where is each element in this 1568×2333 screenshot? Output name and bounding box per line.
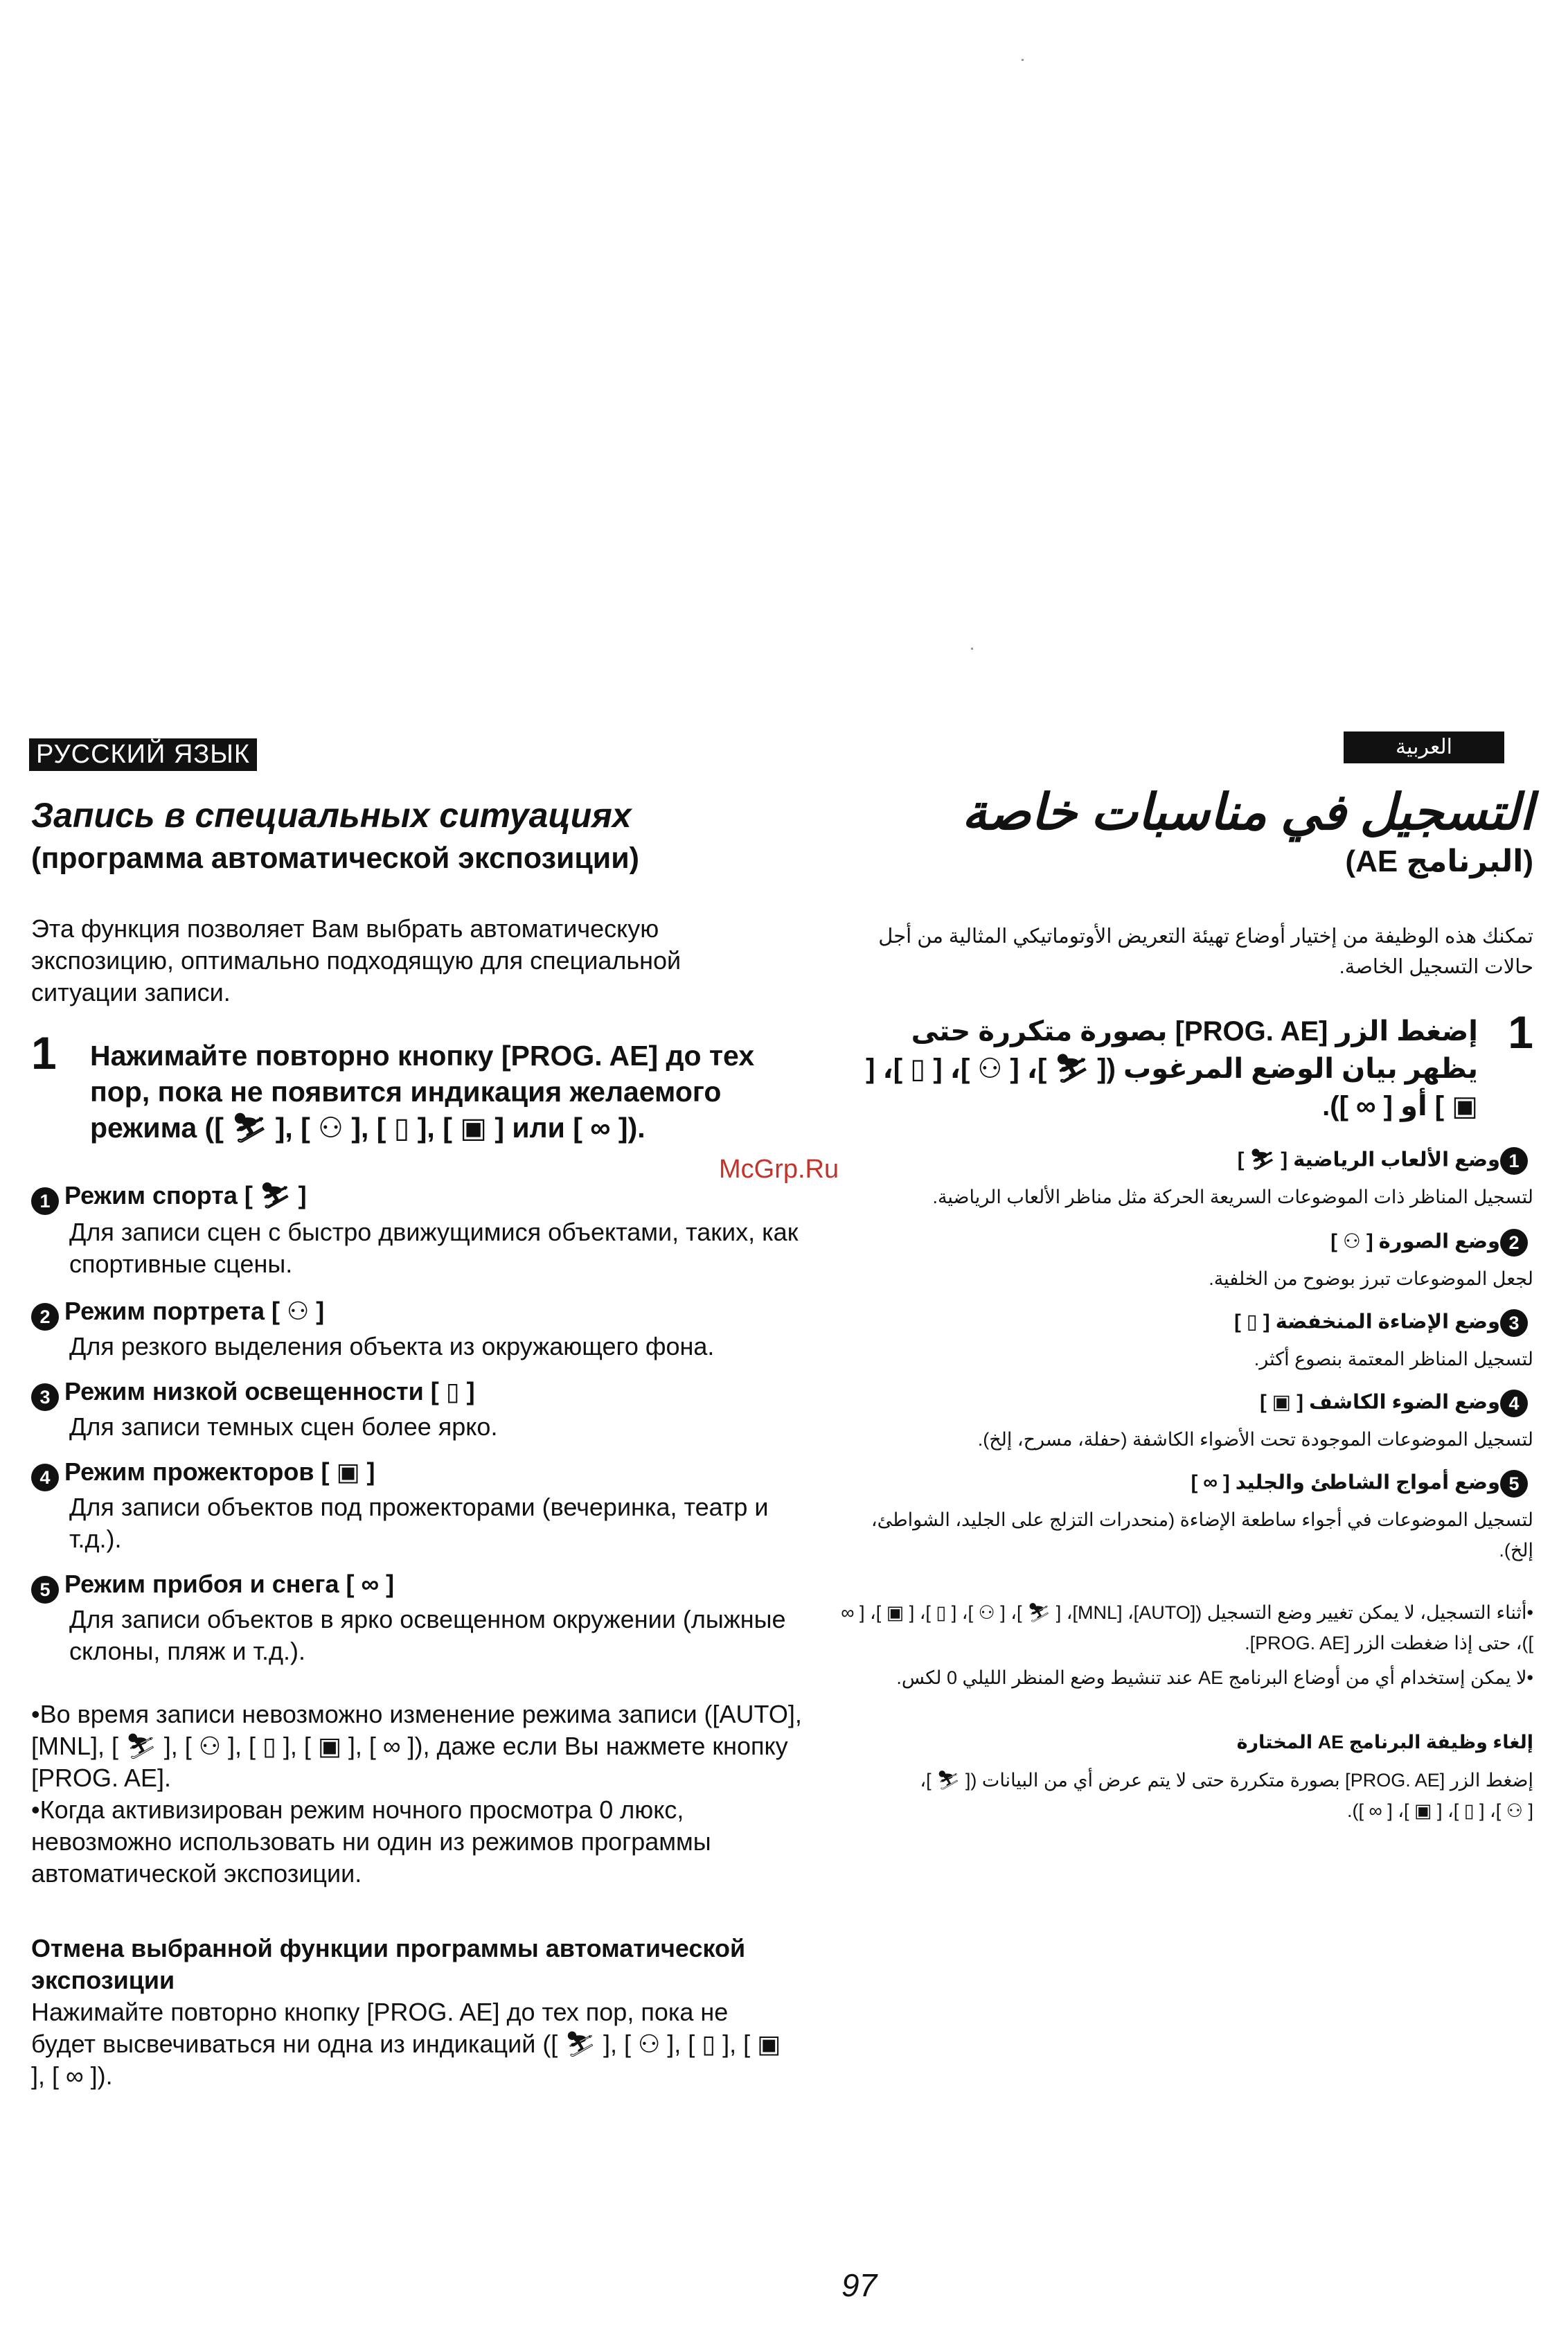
scan-speck bbox=[1022, 59, 1024, 61]
mode-title: Режим низкой освещенности [ ▯ ] bbox=[64, 1377, 475, 1405]
note-bullet-ru-1 bbox=[31, 1698, 807, 1794]
mode-item-ar-1 bbox=[1238, 1147, 1533, 1175]
mode-title: وضع الإضاءة المنخفضة [ ▯ ] bbox=[1234, 1311, 1500, 1333]
language-tag-russian: РУССКИЙ ЯЗЫК bbox=[29, 738, 257, 771]
note-bullet-ru-2 bbox=[31, 1794, 807, 1890]
mode-desc: Для записи темных сцен более ярко. bbox=[69, 1412, 498, 1441]
mode-desc: Для записи объектов под прожекторами (вечеринка, театр и т.д.). bbox=[69, 1493, 769, 1553]
mode-item-ru-3 bbox=[31, 1377, 475, 1411]
step-text-arabic: إضغط الزر [PROG. AE] بصورة متكررة حتى يظهر بيان الوضع المرغوب ([ ⛷ ]، [ ⚇ ]، [ ▯ ]، [ ▣ ] أو [ ∞ ]). bbox=[866, 1016, 1478, 1121]
mode-item-ru-2 bbox=[31, 1297, 324, 1331]
intro-russian: Эта функция позволяет Вам выбрать автоматическую экспозицию, оптимально подходящую для специальной ситуации записи. bbox=[31, 914, 681, 1006]
mode-desc: لتسجيل المناظر ذات الموضوعات السريعة الحركة مثل مناظر الألعاب الرياضية. bbox=[932, 1187, 1533, 1207]
mode-desc: لتسجيل الموضوعات في أجواء ساطعة الإضاءة (منحدرات التزلج على الجليد، الشواطئ، إلخ). bbox=[871, 1509, 1533, 1561]
mode-item-ar-3 bbox=[1234, 1309, 1533, 1337]
mode-number-badge: 4 bbox=[1500, 1390, 1528, 1417]
mode-title: وضع أمواج الشاطئ والجليد [ ∞ ] bbox=[1191, 1471, 1500, 1494]
mode-number-badge: 2 bbox=[1500, 1229, 1528, 1257]
bullet-dot: • bbox=[31, 1795, 40, 1824]
intro-arabic: تمكنك هذه الوظيفة من إختيار أوضاع تهيئة التعريض الأوتوماتيكي المثالية من أجل حالات التسجيل الخاصة. bbox=[878, 925, 1533, 978]
mode-desc: لجعل الموضوعات تبرز بوضوح من الخلفية. bbox=[1209, 1268, 1533, 1289]
mode-title: وضع الصورة [ ⚇ ] bbox=[1330, 1230, 1500, 1253]
note-bullet-ar-1 bbox=[827, 1597, 1533, 1658]
mode-item-ar-2 bbox=[1330, 1229, 1533, 1257]
mode-item-ru-5 bbox=[31, 1570, 394, 1604]
mode-number-badge: 5 bbox=[31, 1576, 59, 1604]
page-subtitle-russian: (программа автоматической экспозиции) bbox=[31, 842, 639, 875]
mode-number-badge: 4 bbox=[31, 1464, 59, 1491]
mode-desc: Для записи объектов в ярко освещенном окружении (лыжные склоны, пляж и т.д.). bbox=[69, 1605, 786, 1665]
mode-number-badge: 3 bbox=[1500, 1309, 1528, 1337]
cancel-heading-arabic: إلغاء وظيفة البرنامج AE المختارة bbox=[1236, 1732, 1533, 1753]
mode-title: وضع الألعاب الرياضية [ ⛷ ] bbox=[1237, 1148, 1500, 1171]
mode-item-ar-4 bbox=[1260, 1390, 1533, 1417]
bullet-dot: • bbox=[1526, 1602, 1533, 1623]
mode-item-ru-4 bbox=[31, 1457, 375, 1491]
page-number: 97 bbox=[841, 2267, 877, 2303]
mode-desc: Для резкого выделения объекта из окружающего фона. bbox=[69, 1332, 715, 1360]
mode-title: Режим прожекторов [ ▣ ] bbox=[64, 1457, 375, 1486]
mode-number-badge: 3 bbox=[31, 1383, 59, 1411]
cancel-text-russian: Нажимайте повторно кнопку [PROG. AE] до тех пор, пока не будет высвечиваться ни одна из индикаций ([ ⛷ ], [ ⚇ ], [ ▯ ], [ ▣ ], [ ∞ ]). bbox=[31, 1998, 781, 2090]
page-subtitle-arabic: (البرنامج AE) bbox=[1345, 844, 1533, 878]
page-title-russian: Запись в специальных ситуациях bbox=[31, 796, 632, 835]
note-bullet-ar-2 bbox=[827, 1662, 1533, 1693]
scan-speck bbox=[971, 648, 973, 650]
note-text: Во время записи невозможно изменение режима записи ([AUTO], [MNL], [ ⛷ ], [ ⚇ ], [ ▯ ], [ ▣ ], [ ∞ ]), даже если Вы нажмете кнопку [PROG. AE]. bbox=[31, 1700, 802, 1792]
bullet-dot: • bbox=[1526, 1667, 1533, 1688]
mode-title: وضع الضوء الكاشف [ ▣ ] bbox=[1260, 1391, 1500, 1414]
mode-title: Режим спорта [ ⛷ ] bbox=[64, 1181, 307, 1209]
note-text: أثناء التسجيل، لا يمكن تغيير وضع التسجيل ([AUTO]، [MNL]، [ ⛷ ]، [ ⚇ ]، [ ▯ ]، [ ▣ ]، [ ∞ ])، حتى إذا ضغطت الزر [PROG. AE]. bbox=[841, 1602, 1533, 1653]
mode-number-badge: 1 bbox=[1500, 1147, 1528, 1175]
note-text: لا يمكن إستخدام أي من أوضاع البرنامج AE عند تنشيط وضع المنظر الليلي 0 لكس. bbox=[896, 1667, 1527, 1688]
page-title-arabic: التسجيل في مناسبات خاصة bbox=[961, 785, 1533, 840]
mode-desc: لتسجيل الموضوعات الموجودة تحت الأضواء الكاشفة (حفلة، مسرح، إلخ). bbox=[977, 1429, 1533, 1450]
mode-title: Режим портрета [ ⚇ ] bbox=[64, 1297, 325, 1325]
mode-title: Режим прибоя и снега [ ∞ ] bbox=[64, 1570, 395, 1598]
mode-number-badge: 2 bbox=[31, 1303, 59, 1331]
cancel-heading-russian: Отмена выбранной функции программы автоматической экспозиции bbox=[31, 1934, 746, 1994]
bullet-dot: • bbox=[31, 1700, 40, 1728]
mode-desc: لتسجيل المناظر المعتمة بنصوع أكثر. bbox=[1254, 1349, 1533, 1369]
note-text: Когда активизирован режим ночного просмотра 0 люкс, невозможно использовать ни один из режимов программы автоматической экспозиции. bbox=[31, 1795, 711, 1888]
mode-item-ru-1 bbox=[31, 1181, 307, 1215]
watermark: McGrp.Ru bbox=[719, 1155, 839, 1184]
cancel-text-arabic: إضغط الزر [PROG. AE] بصورة متكررة حتى لا يتم عرض أي من البيانات ([ ⛷ ]، [ ⚇ ]، [ ▯ ]، [ ▣ ]، [ ∞ ]). bbox=[920, 1770, 1533, 1821]
mode-number-badge: 1 bbox=[31, 1187, 59, 1215]
step-number-russian: 1 bbox=[31, 1027, 57, 1079]
mode-desc: Для записи сцен с быстро движущимися объектами, таких, как спортивные сцены. bbox=[69, 1218, 799, 1278]
step-number-arabic: 1 bbox=[1508, 1006, 1533, 1058]
language-tag-arabic: العربية bbox=[1344, 731, 1504, 763]
step-text-russian: Нажимайте повторно кнопку [PROG. AE] до тех пор, пока не появится индикация желаемого режима ([ ⛷ ], [ ⚇ ], [ ▯ ], [ ▣ ] или [ ∞ ]). bbox=[90, 1040, 755, 1144]
mode-number-badge: 5 bbox=[1500, 1470, 1528, 1498]
mode-item-ar-5 bbox=[1191, 1470, 1533, 1498]
